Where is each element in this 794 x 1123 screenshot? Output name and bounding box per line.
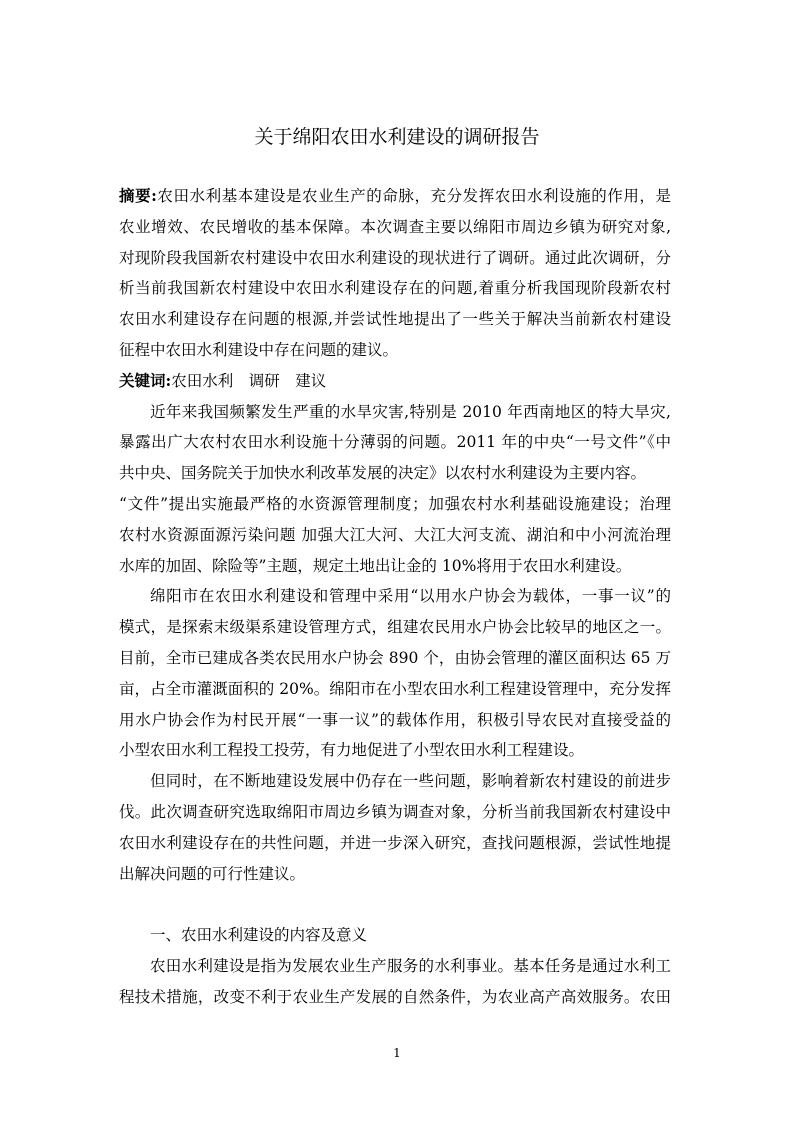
paragraph-line: 农田水利建设存在的共性问题，并进一步深入研究，查找问题根源，尝试性地提 xyxy=(119,833,671,852)
paragraph-line: 亩，占全市灌溉面积的 20%。绵阳市在小型农田水利工程建设管理中，充分发挥 xyxy=(119,679,671,698)
paragraph-line: 水库的加固、除险等”主题，规定土地出让金的 10%将用于农田水利建设。 xyxy=(119,556,632,575)
paragraph-line: 小型农田水利工程投工投劳，有力地促进了小型农田水利工程建设。 xyxy=(119,741,585,760)
document-body xyxy=(119,181,671,1013)
abstract-label: 摘要: xyxy=(119,186,157,205)
paragraph-line: 出解决问题的可行性建议。 xyxy=(119,864,306,883)
keywords-value: 农田水利 调研 建议 xyxy=(171,371,327,390)
paragraph-line: 但同时，在不断地建设发展中仍存在一些问题，影响着新农村建设的前进步 xyxy=(150,772,671,791)
paragraph-line: 目前，全市已建成各类农民用水户协会 890 个，由协会管理的灌区面积达 65 万 xyxy=(119,648,671,667)
paragraph-line: 共中央、国务院关于加快水利改革发展的决定》以农村水利建设为主要内容。 xyxy=(119,464,647,483)
abstract-line: 农田水利建设存在问题的根源,并尝试性地提出了一些关于解决当前新农村建设 xyxy=(119,310,671,329)
paragraph-line: 农田水利建设是指为发展农业生产服务的水利事业。基本任务是通过水利工 xyxy=(150,956,671,975)
abstract-line: 摘要:农田水利基本建设是农业生产的命脉，充分发挥农田水利设施的作用，是 xyxy=(119,186,671,205)
abstract-line: 征程中农田水利建设中存在问题的建议。 xyxy=(119,340,399,359)
blank-line xyxy=(119,889,671,920)
keywords-label: 关键词: xyxy=(119,370,172,390)
paragraph-line: 近年来我国频繁发生严重的水旱灾害,特别是 2010 年西南地区的特大旱灾, xyxy=(150,402,671,421)
paragraph-line: “文件”提出实施最严格的水资源管理制度；加强农村水利基础设施建设；治理 xyxy=(119,494,671,513)
keywords-line xyxy=(119,366,671,397)
abstract-line: 对现阶段我国新农村建设中农田水利建设的现状进行了调研。通过此次调研，分 xyxy=(119,248,671,267)
abstract-line: 农业增效、农民增收的基本保障。本次调查主要以绵阳市周边乡镇为研究对象, xyxy=(119,217,671,236)
paragraph-line: 暴露出广大农村农田水利设施十分薄弱的问题。2011 年的中央“一号文件”《中 xyxy=(119,433,671,452)
paragraph-line: 模式，是探索末级渠系建设管理方式，组建农民用水户协会比较早的地区之一。 xyxy=(119,618,671,637)
paragraph-line: 农村水资源面源污染问题 加强大江大河、大江大河支流、湖泊和中小河流治理 xyxy=(119,525,671,544)
paragraph-line: 程技术措施，改变不利于农业生产发展的自然条件，为农业高产高效服务。农田 xyxy=(119,987,671,1006)
page-number: 1 xyxy=(393,1046,401,1060)
section-heading: 一、农田水利建设的内容及意义 xyxy=(150,926,368,945)
abstract-line: 析当前我国新农村建设中农田水利建设存在的问题,着重分析我国现阶段新农村 xyxy=(119,279,671,298)
document-title: 关于绵阳农田水利建设的调研报告 xyxy=(254,126,540,148)
paragraph-line: 伐。此次调查研究选取绵阳市周边乡镇为调查对象，分析当前我国新农村建设中 xyxy=(119,802,671,821)
paragraph-line: 绵阳市在农田水利建设和管理中采用“以用水户协会为载体，一事一议”的 xyxy=(150,587,671,606)
paragraph-line: 用水户协会作为村民开展“一事一议”的载体作用，积极引导农民对直接受益的 xyxy=(119,710,671,729)
